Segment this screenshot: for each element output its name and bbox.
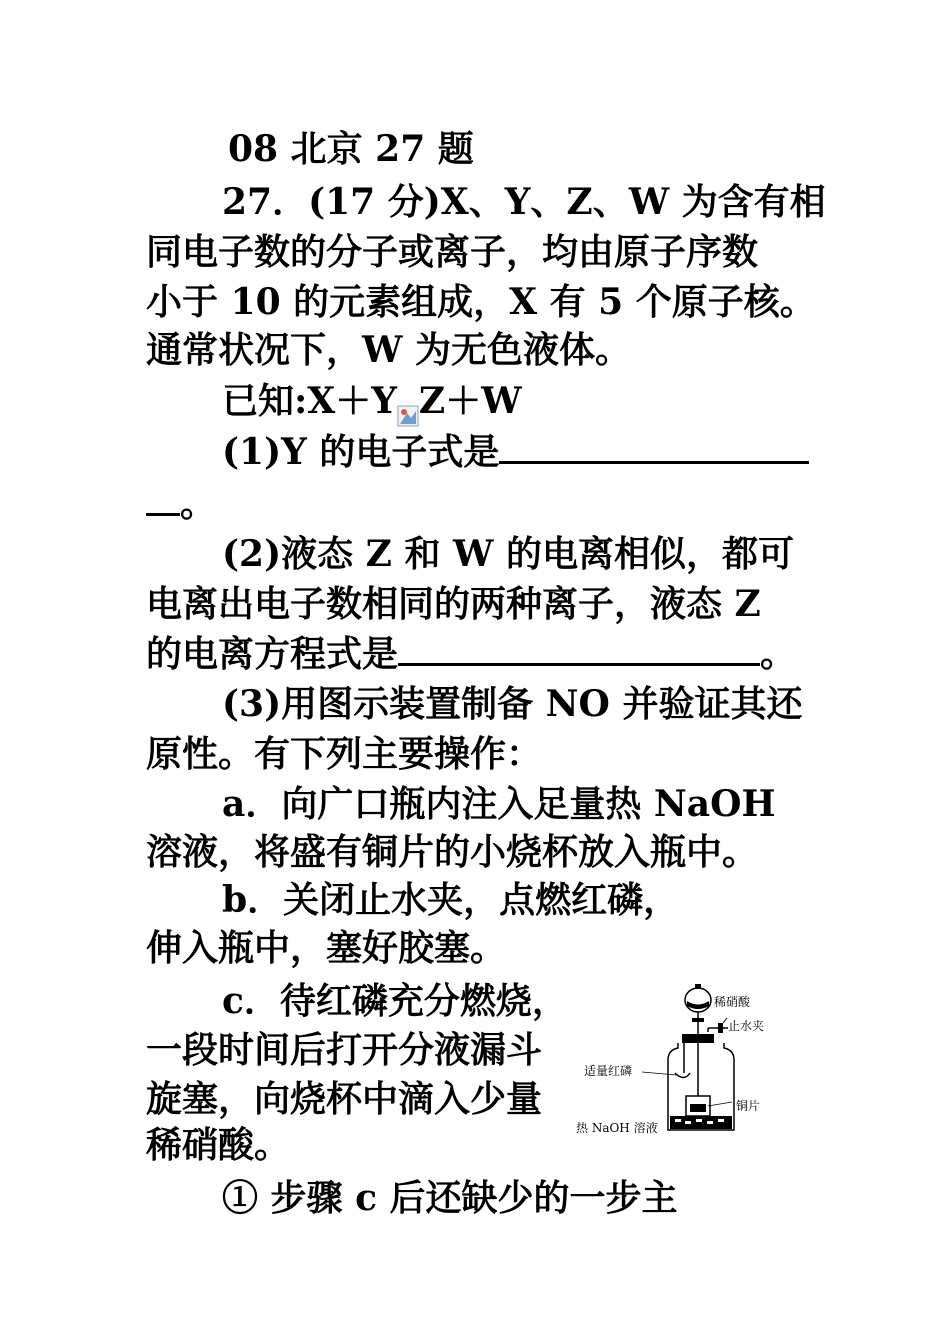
step-c-line-2: 一段时间后打开分液漏斗 (146, 1029, 543, 1071)
label-red-phosphorus: 适量红磷 (584, 1064, 633, 1078)
stem-line-2: 同电子数的分子或离子，均由原子序数 (146, 231, 759, 273)
sub-question-1: ① 步骤 c 后还缺少的一步主 (222, 1177, 678, 1219)
reaction-arrow-image-icon (397, 389, 419, 411)
step-b-line-2: 伸入瓶中，塞好胶塞。 (146, 927, 507, 969)
step-b-line-1: b．关闭止水夹，点燃红磷， (222, 879, 680, 921)
step-c-line-1: c．待红磷充分燃烧， (222, 980, 568, 1022)
question-2-line-2: 电离出电子数相同的两种离子，液态 Z (146, 583, 761, 625)
known-prefix: 已知:X＋Y (222, 380, 397, 422)
question-3-line-1: (3)用图示装置制备 NO 并验证其还 (222, 683, 803, 725)
answer-blank-2[interactable] (398, 627, 760, 666)
question-3-line-2: 原性。有下列主要操作： (146, 733, 543, 775)
label-hot-naoh: 热 NaOH 溶液 (576, 1121, 658, 1135)
question-1-text: (1)Y 的电子式是 (222, 431, 500, 473)
step-c-line-3: 旋塞，向烧杯中滴入少量 (146, 1078, 543, 1120)
question-1-tail (146, 477, 216, 530)
answer-blank-1-cont[interactable] (146, 477, 180, 516)
stem-line-3: 小于 10 的元素组成，X 有 5 个原子核。 (146, 281, 816, 323)
question-2-line-3 (146, 627, 796, 680)
label-water-clamp: 止水夹 (728, 1019, 765, 1033)
question-1 (222, 425, 809, 478)
step-c-line-4: 稀硝酸。 (146, 1124, 291, 1166)
stem-line-1: 27．(17 分)X、Y、Z、W 为含有相 (222, 181, 826, 223)
question-2-end: 。 (760, 633, 797, 675)
question-2-text: 的电离方程式是 (146, 633, 399, 675)
problem-title: 08 北京 27 题 (228, 128, 474, 170)
step-a-line-2: 溶液，将盛有铜片的小烧杯放入瓶中。 (146, 831, 759, 873)
answer-blank-1[interactable] (499, 425, 809, 464)
question-1-end: 。 (180, 483, 217, 525)
step-a-line-1: a．向广口瓶内注入足量热 NaOH (222, 783, 776, 825)
stem-line-4: 通常状况下，W 为无色液体。 (146, 329, 631, 371)
no-apparatus-figure (572, 978, 772, 1138)
known-suffix: Z＋W (418, 380, 522, 422)
question-2-line-1: (2)液态 Z 和 W 的电离相似，都可 (222, 533, 794, 575)
label-copper: 铜片 (736, 1099, 761, 1113)
label-dilute-nitric-acid: 稀硝酸 (714, 995, 751, 1009)
known-reaction (222, 375, 522, 427)
